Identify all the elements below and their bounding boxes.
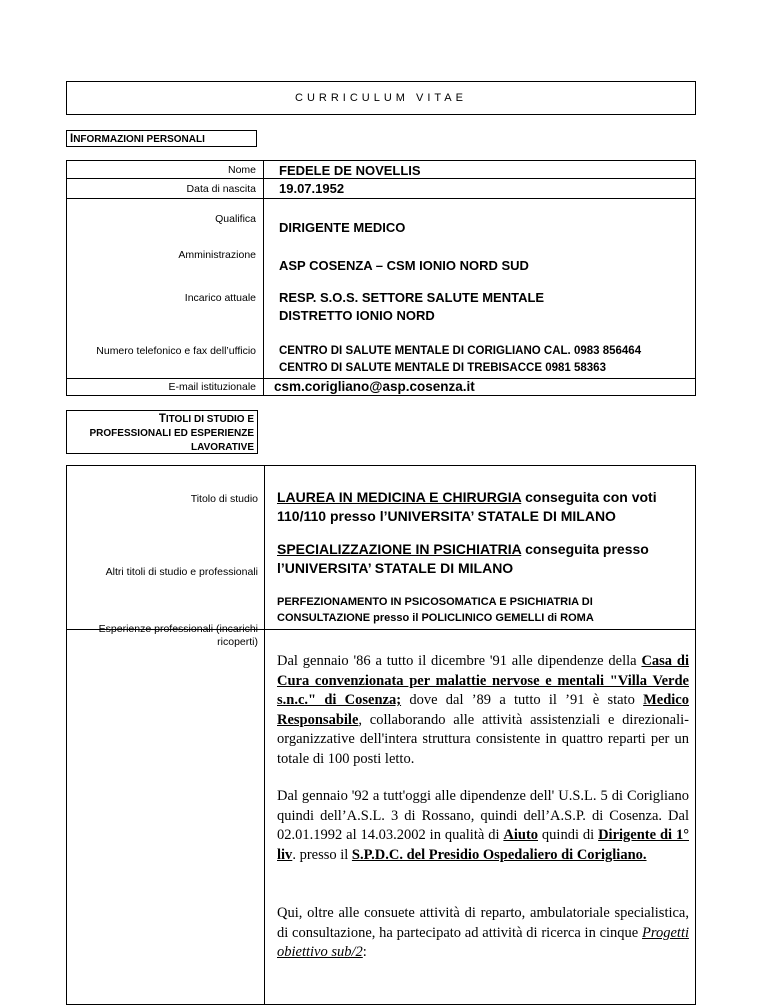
perfezionamento xyxy=(277,594,689,626)
specializzazione-rest: conseguita presso xyxy=(521,541,649,557)
studies-table xyxy=(66,465,696,1005)
altri-titoli-value xyxy=(277,540,689,578)
personal-info-section-label xyxy=(66,130,257,147)
titolo-rest: conseguita con voti xyxy=(521,489,657,505)
experience-paragraph-3: Qui, oltre alle consuete attività di reparto, ambulatoriale specialistica, di consultazione, ha partecipato ad attività di ricerca in cinque Progetti obiettivo sub/2: xyxy=(277,905,689,960)
specializzazione: SPECIALIZZAZIONE IN PSICHIATRIA xyxy=(277,541,522,557)
qualifica-value: DIRIGENTE MEDICO xyxy=(279,220,406,235)
studies-title-initial: T xyxy=(158,413,166,425)
birthdate-label: Data di nascita xyxy=(186,183,256,195)
titolo-line-2: 110/110 presso l’UNIVERSITA’ STATALE DI MILANO xyxy=(277,508,616,524)
personal-title-initial: I xyxy=(70,133,74,145)
personal-title-rest: NFORMAZIONI PERSONALI xyxy=(73,134,205,145)
personal-info-table xyxy=(66,160,696,396)
spdc-corigliano: S.P.D.C. del Presidio Ospedaliero di Corigliano. xyxy=(351,846,647,863)
telefono-label: Numero telefonico e fax dell’ufficio xyxy=(96,345,256,357)
titolo-label: Titolo di studio xyxy=(190,493,258,505)
perfezionamento-line-1: PERFEZIONAMENTO IN PSICOSOMATICA E PSICHIATRIA DI xyxy=(277,596,593,608)
column-divider xyxy=(263,161,264,395)
incarico-label: Incarico attuale xyxy=(184,292,256,304)
studies-title-line-2: PROFESSIONALI ED ESPERIENZE xyxy=(89,428,254,439)
esperienze-label-line-2: ricoperti) xyxy=(217,636,258,648)
esperienze-label xyxy=(67,623,258,649)
titolo-value xyxy=(277,488,689,526)
studies-section-label xyxy=(66,410,258,454)
perfezionamento-line-2: CONSULTAZIONE presso il POLICLINICO GEMELLI di ROMA xyxy=(277,612,594,624)
amministrazione-label: Amministrazione xyxy=(178,249,256,261)
incarico-value-line-1: RESP. S.O.S. SETTORE SALUTE MENTALE xyxy=(279,290,545,305)
dirigente-role: Dirigente di 1° liv xyxy=(277,827,689,863)
experience-paragraph-1: Dal gennaio '86 a tutto il dicembre '91 alle dipendenze della Casa di Cura convenzionata per malattie nervose e mentali "Villa Verde s.n.c." di Cosenza; dove dal ’89 a tutto il ’91 è stato Medico Responsabile, collaborando alle attività assistenziali e direzionali-organizzative dell'intera struttura consistente in quattro reparti per un totale di 100 posti letto. xyxy=(277,653,689,767)
telefono-value-line-2: CENTRO DI SALUTE MENTALE DI TREBISACCE 0981 58363 xyxy=(279,362,606,374)
villa-verde-clinic: Casa di Cura convenzionata per malattie nervose e mentali "Villa Verde s.n.c." di Cosenza; xyxy=(277,653,689,708)
esperienze-label-line-1: Esperienze professionali (incarichi xyxy=(98,623,258,635)
email-value: csm.corigliano@asp.cosenza.it xyxy=(274,379,475,394)
nome-label: Nome xyxy=(227,164,256,176)
birthdate-value: 19.07.1952 xyxy=(279,181,345,196)
medico-responsabile: Medico Responsabile xyxy=(277,692,689,728)
column-divider xyxy=(264,466,265,1004)
specializzazione-line-2: l’UNIVERSITA’ STATALE DI MILANO xyxy=(277,560,514,576)
progetti-obiettivo: Progetti obiettivo sub/2 xyxy=(277,924,689,960)
titolo-degree: LAUREA IN MEDICINA E CHIRURGIA xyxy=(277,489,522,505)
studies-title-line-1: ITOLI DI STUDIO E xyxy=(165,414,254,425)
cv-header xyxy=(66,81,696,115)
aiuto-role: Aiuto xyxy=(503,827,539,843)
telefono-value-line-1: CENTRO DI SALUTE MENTALE DI CORIGLIANO CAL. 0983 856464 xyxy=(279,345,642,357)
incarico-value-line-2: DISTRETTO IONIO NORD xyxy=(279,308,435,323)
altri-titoli-label: Altri titoli di studio e professionali xyxy=(105,566,258,578)
cv-title: CURRICULUM VITAE xyxy=(295,92,467,104)
experience-paragraph-2: Dal gennaio '92 a tutt'oggi alle dipendenze dell' U.S.L. 5 di Corigliano quindi dell’A.S.L. 3 di Rossano, quindi dell’A.S.P. di Cosenza. Dal 02.01.1992 al 14.03.2002 in qualità di Aiuto quindi di Dirigente di 1° liv. presso il S.P.D.C. del Presidio Ospedaliero di Corigliano. xyxy=(277,788,689,863)
studies-title-line-3: LAVORATIVE xyxy=(191,442,254,453)
email-label: E-mail istituzionale xyxy=(168,381,256,393)
qualifica-label: Qualifica xyxy=(215,213,256,225)
amministrazione-value: ASP COSENZA – CSM IONIO NORD SUD xyxy=(279,258,529,273)
nome-value: FEDELE DE NOVELLIS xyxy=(279,163,421,178)
row-divider xyxy=(67,198,695,199)
